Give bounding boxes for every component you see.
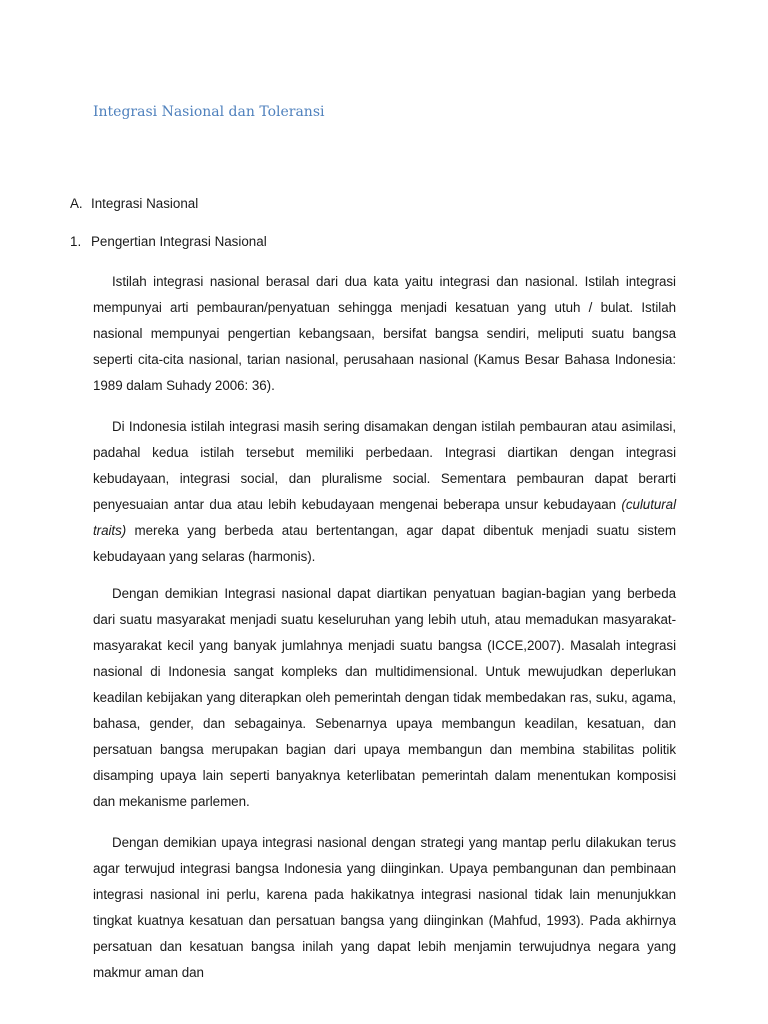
paragraph-2-italic-term: (culutural traits) <box>93 497 676 538</box>
subsection-label: Pengertian Integrasi Nasional <box>91 234 267 249</box>
paragraph-1: Istilah integrasi nasional berasal dari dua kata yaitu integrasi dan nasional. Istilah integrasi mempunyai arti pembauran/penyatuan sehingga menjadi kesatuan yang utuh / bulat. Istilah nasional mempunyai pengertian kebangsaan, bersifat bangsa sendiri, meliputi suatu bangsa seperti cita-cita nasional, tarian nasional, perusahaan nasional (Kamus Besar Bahasa Indonesia: 1989 dalam Suhady 2006: 36). <box>93 274 676 393</box>
section-marker: A. <box>70 196 83 211</box>
subsection-marker: 1. <box>70 234 82 249</box>
section-heading <box>70 196 198 211</box>
paragraph-3: Dengan demikian Integrasi nasional dapat diartikan penyatuan bagian-bagian yang berbeda dari suatu masyarakat menjadi suatu keseluruhan yang lebih utuh, atau memadukan masyarakat-masyarakat kecil yang banyak jumlahnya menjadi suatu bangsa (ICCE,2007). Masalah integrasi nasional di Indonesia sangat kompleks dan multidimensional. Untuk mewujudkan deperlukan keadilan kebijakan yang diterapkan oleh pemerintah dengan tidak membedakan ras, suku, agama, bahasa, gender, dan sebagainya. Sebenarnya upaya membangun keadilan, kesatuan, dan persatuan bangsa merupakan bagian dari upaya membangun dan membina stabilitas politik disamping upaya lain seperti banyaknya keterlibatan pemerintah dalam menentukan komposisi dan mekanisme parlemen. <box>93 586 676 809</box>
subsection-heading <box>70 234 267 249</box>
document-title: Integrasi Nasional dan Toleransi <box>93 104 325 120</box>
paragraph-2 <box>93 414 676 570</box>
paragraph-2-text-after: mereka yang berbeda atau bertentangan, agar dapat dibentuk menjadi suatu sistem kebudayaan yang selaras (harmonis). <box>93 523 676 564</box>
section-label: Integrasi Nasional <box>91 196 199 211</box>
paragraph-4: Dengan demikian upaya integrasi nasional dengan strategi yang mantap perlu dilakukan terus agar terwujud integrasi bangsa Indonesia yang diinginkan. Upaya pembangunan dan pembinaan integrasi nasional ini perlu, karena pada hakikatnya integrasi nasional tidak lain menunjukkan tingkat kuatnya kesatuan dan persatuan bangsa yang diinginkan (Mahfud, 1993). Pada akhirnya persatuan dan kesatuan bangsa inilah yang dapat lebih menjamin terwujudnya negara yang makmur aman dan <box>93 835 676 980</box>
paragraph-2-text-before: Di Indonesia istilah integrasi masih sering disamakan dengan istilah pembauran atau asimilasi, padahal kedua istilah tersebut memiliki perbedaan. Integrasi diartikan dengan integrasi kebudayaan, integrasi social, dan pluralisme social. Sementara pembauran dapat berarti penyesuaian antar dua atau lebih kebudayaan mengenai beberapa unsur kebudayaan <box>93 419 676 512</box>
